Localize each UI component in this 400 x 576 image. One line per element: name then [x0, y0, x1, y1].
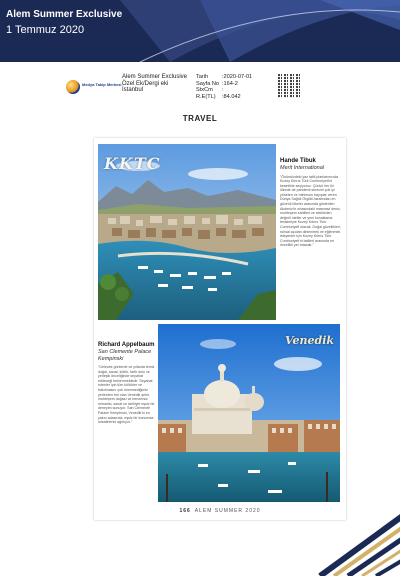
page-footer: [94, 508, 346, 514]
corner-stripes-decoration: [310, 486, 400, 576]
page-number: 166: [179, 508, 191, 514]
globe-logo-icon: [66, 80, 80, 94]
publication-line: Alem Summer Exclusive: [122, 74, 188, 80]
header-band: [0, 0, 400, 62]
section-title: TRAVEL: [182, 114, 218, 123]
meta-value: :164-2: [222, 80, 238, 87]
article-author: Richard Appelbaum: [98, 342, 155, 348]
media-monitoring-logo: [66, 78, 122, 100]
venice-canal-photo: [158, 324, 340, 502]
kktc-caption: KKTC: [104, 154, 161, 173]
meta-row: [196, 94, 252, 101]
article-body: "Gelecek günlerde ve yıllarda temiz doğal, sanat, kültür, tarih dolu ve yerleşik önceliğinde seyahat edileceği beklenmektedir. Seyahat edenler için tüm kültürler ve bakılmasını çok önemsediğimiz yerlerden biri olan Venedik şehri, muhteşem doğası ve benzersiz mimarisi, sanat ve tarihiyle eşsiz bir deneyim sunuyor. San Clemente Palace Kempinski, Venedik'in en yakın adasında, eşsiz bir konumda misafirlerini ağırlıyor.": [98, 365, 155, 425]
kktc-harbor-photo: [98, 144, 276, 320]
venedik-caption: Venedik: [284, 334, 334, 347]
publication-line: İstanbul: [122, 87, 144, 93]
header-date: 1 Temmuz 2020: [6, 24, 85, 36]
header-title: Alem Summer Exclusive: [6, 9, 123, 20]
article-hande-tibuk: [280, 158, 342, 248]
article-richard-appelbaum: [98, 342, 156, 425]
article-role: Merit International: [280, 165, 325, 171]
publication-info: [122, 74, 192, 94]
article-body: "Önümüzdeki yaz tatili planlarımızda Kuzey Kıbrıs Türk Cumhuriyeti'ni kesinlikle seçiyoruz. Çünkü her iki ülkede de pandemi sürecini çok iyi yöneten ve minimum kayıplar veren Dünya Sağlık Örgütü tarafından en güvenli ülkeler arasında gösterilen Akdeniz'in ortasındaki masmavi deniz, muhteşem sahilleri ve sektörden değerli oteller ve yeni konaklama tesisleriyle Kuzey Kıbrıs Türk Cumhuriyeti olacak. Doğal güzellikleri, ruhsal açıdan dinlenmek ve eğlenmek isteyenler için Kuzey Kıbrıs Türk Cumhuriyeti'ni tatilleri arasında en öncelikli yer tutacak.": [280, 174, 341, 248]
article-role: San Clemente Palace Kempinski: [98, 349, 152, 362]
footer-title: ALEM SUMMER 2020: [194, 508, 261, 514]
meta-key: Tarih: [196, 74, 209, 80]
meta-key: R.E(TL): [196, 93, 216, 100]
magazine-page: [94, 138, 346, 520]
meta-value: :: [222, 87, 224, 93]
meta-key: StxCm: [196, 87, 213, 93]
clipping-meta: [196, 74, 252, 100]
meta-value: :84.042: [222, 93, 241, 100]
qr-code-overlay: [278, 74, 300, 98]
meta-value: :2020-07-01: [222, 74, 253, 80]
meta-key: Sayfa No: [196, 80, 220, 87]
publication-line: Özel Ek/Dergi eki: [122, 80, 169, 87]
clipping-info-bar: [64, 72, 336, 104]
article-author: Hande Tibuk: [280, 158, 316, 164]
logo-name: Medya Takip Merkezi: [82, 82, 122, 87]
